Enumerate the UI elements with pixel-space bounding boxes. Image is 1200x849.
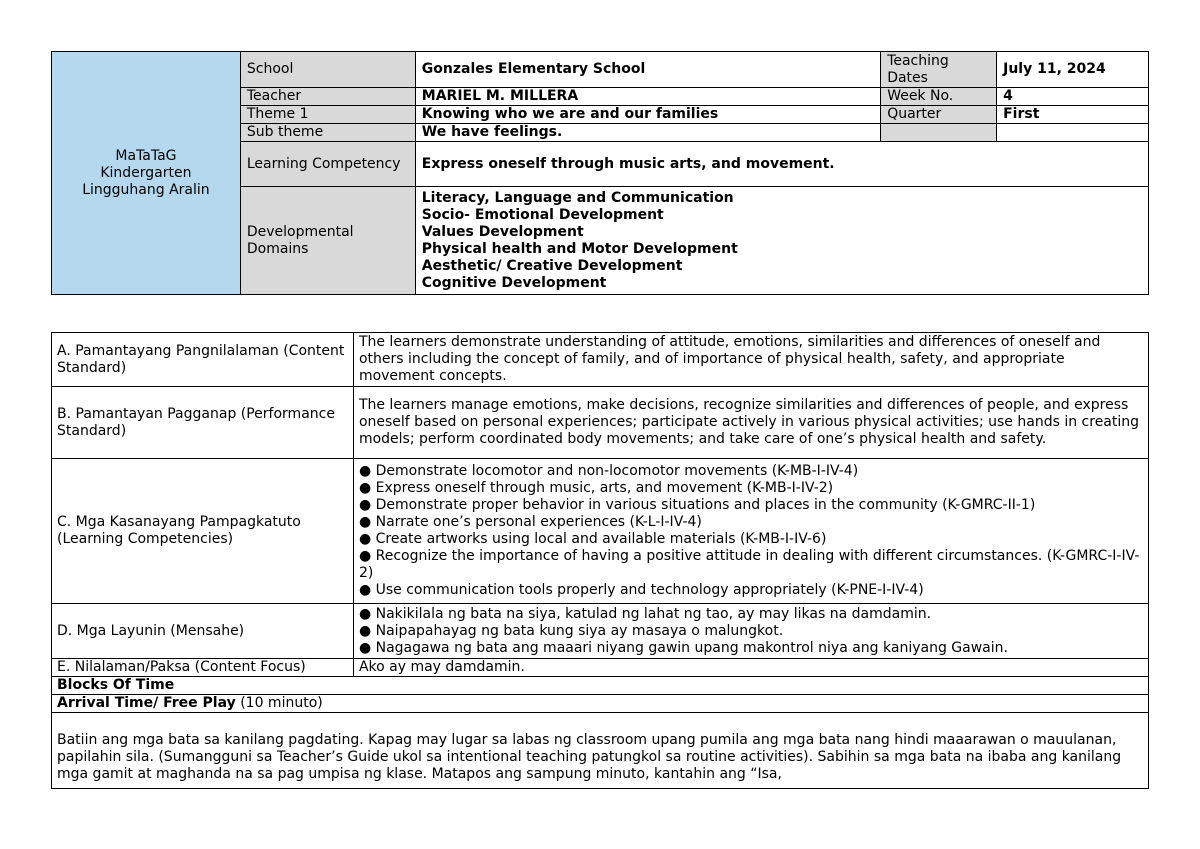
- empty-label-cell: [881, 124, 997, 142]
- objectives-label: D. Mga Layunin (Mensahe): [52, 604, 354, 659]
- bullet-icon: ●: [358, 605, 372, 622]
- objective-item: ● Nakikilala ng bata na siya, katulad ng lahat ng tao, ay may likas na damdamin.: [358, 605, 932, 622]
- teaching-dates-label: Teaching Dates: [881, 52, 997, 88]
- performance-standard-text: The learners manage emotions, make decisions, recognize similarities and differences of people, and express oneself based on personal experiences; participate actively in various physical activities; use hands in creating models; perform coordinated body movements; and take care of one’s physical health and safety.: [353, 387, 1148, 459]
- content-standard-text: The learners demonstrate understanding of attitude, emotions, similarities and differences of oneself and others including the concept of family, and of importance of physical health, safety, and appropriate movement concepts.: [353, 333, 1148, 387]
- competency-item: ● Use communication tools properly and technology appropriately (K-PNE-I-IV-4): [358, 582, 924, 598]
- objectives-list: [353, 604, 1148, 659]
- arrival-heading: [52, 695, 1149, 713]
- subtheme-label: Sub theme: [240, 124, 415, 142]
- bullet-icon: ●: [358, 497, 372, 513]
- plan-title-line-3: Lingguhang Aralin: [82, 181, 210, 198]
- arrival-label: Arrival Time/ Free Play: [57, 695, 236, 711]
- blocks-of-time-heading: Blocks Of Time: [52, 677, 1149, 695]
- competency-value: Express oneself through music arts, and movement.: [415, 142, 1148, 187]
- bullet-icon: ●: [358, 480, 372, 496]
- competency-label: Learning Competency: [240, 142, 415, 187]
- teacher-value: MARIEL M. MILLERA: [415, 88, 880, 106]
- content-focus-label: E. Nilalaman/Paksa (Content Focus): [52, 659, 354, 677]
- competency-item: ● Demonstrate proper behavior in various situations and places in the community (K-GMRC-II-1): [358, 497, 1036, 513]
- domains-label: Developmental Domains: [240, 187, 415, 295]
- plan-title-line-1: MaTaTaG: [115, 147, 177, 164]
- teaching-dates-value: July 11, 2024: [997, 52, 1149, 88]
- lesson-table: [51, 332, 1149, 789]
- quarter-value: First: [997, 106, 1149, 124]
- bullet-icon: ●: [358, 463, 372, 479]
- performance-standard-label: B. Pamantayan Pagganap (Performance Standard): [52, 387, 354, 459]
- theme-value: Knowing who we are and our families: [415, 106, 880, 124]
- content-focus-text: Ako ay may damdamin.: [353, 659, 1148, 677]
- arrival-duration: (10 minuto): [240, 695, 323, 711]
- arrival-instructions: Batiin ang mga bata sa kanilang pagdating. Kapag may lugar sa labas ng classroom upang pumila ang mga bata nang hindi maaarawan o mauulanan, papilahin sila. (Sumangguni sa Teacher’s Guide ukol sa intentional teaching patungkol sa routine activities). Sabihin sa mga bata na ibaba ang kanilang mga gamit at maghanda na sa pag umpisa ng klase. Matapos ang sampung minuto, kantahin ang “Isa,: [52, 713, 1149, 789]
- bullet-icon: ●: [358, 582, 372, 598]
- plan-title-line-2: Kindergarten: [100, 164, 192, 181]
- subtheme-value: We have feelings.: [415, 124, 880, 142]
- domain-item: Physical health and Motor Development: [421, 240, 738, 257]
- plan-title-cell: [52, 52, 241, 295]
- bullet-icon: ●: [358, 531, 372, 547]
- competencies-label: C. Mga Kasanayang Pampagkatuto (Learning Competencies): [52, 459, 354, 604]
- quarter-label: Quarter: [881, 106, 997, 124]
- domain-item: Literacy, Language and Communication: [421, 189, 734, 206]
- bullet-icon: ●: [358, 548, 372, 564]
- bullet-icon: ●: [358, 639, 372, 656]
- objective-item: ● Naipapahayag ng bata kung siya ay masaya o malungkot.: [358, 622, 784, 639]
- competency-item: ● Express oneself through music, arts, and movement (K-MB-I-IV-2): [358, 480, 834, 496]
- school-value: Gonzales Elementary School: [415, 52, 880, 88]
- week-label: Week No.: [881, 88, 997, 106]
- bullet-icon: ●: [358, 622, 372, 639]
- competency-item: ● Narrate one’s personal experiences (K-L-I-IV-4): [358, 514, 702, 530]
- content-standard-label: A. Pamantayang Pangnilalaman (Content Standard): [52, 333, 354, 387]
- empty-value-cell: [997, 124, 1149, 142]
- competency-item: ● Create artworks using local and available materials (K-MB-I-IV-6): [358, 531, 827, 547]
- domain-item: Values Development: [421, 223, 584, 240]
- competency-item: ● Recognize the importance of having a positive attitude in dealing with different circumstances. (K-GMRC-I-IV-2): [358, 548, 1140, 581]
- domain-item: Cognitive Development: [421, 274, 607, 291]
- domain-item: Aesthetic/ Creative Development: [421, 257, 683, 274]
- bullet-icon: ●: [358, 514, 372, 530]
- competencies-list: [353, 459, 1148, 604]
- teacher-label: Teacher: [240, 88, 415, 106]
- domains-list: [415, 187, 1148, 295]
- domain-item: Socio- Emotional Development: [421, 206, 664, 223]
- school-label: School: [240, 52, 415, 88]
- week-value: 4: [997, 88, 1149, 106]
- competency-item: ● Demonstrate locomotor and non-locomotor movements (K-MB-I-IV-4): [358, 463, 859, 479]
- objective-item: ● Nagagawa ng bata ang maaari niyang gawin upang makontrol niya ang kaniyang Gawain.: [358, 639, 1008, 656]
- header-table: [51, 51, 1149, 295]
- theme-label: Theme 1: [240, 106, 415, 124]
